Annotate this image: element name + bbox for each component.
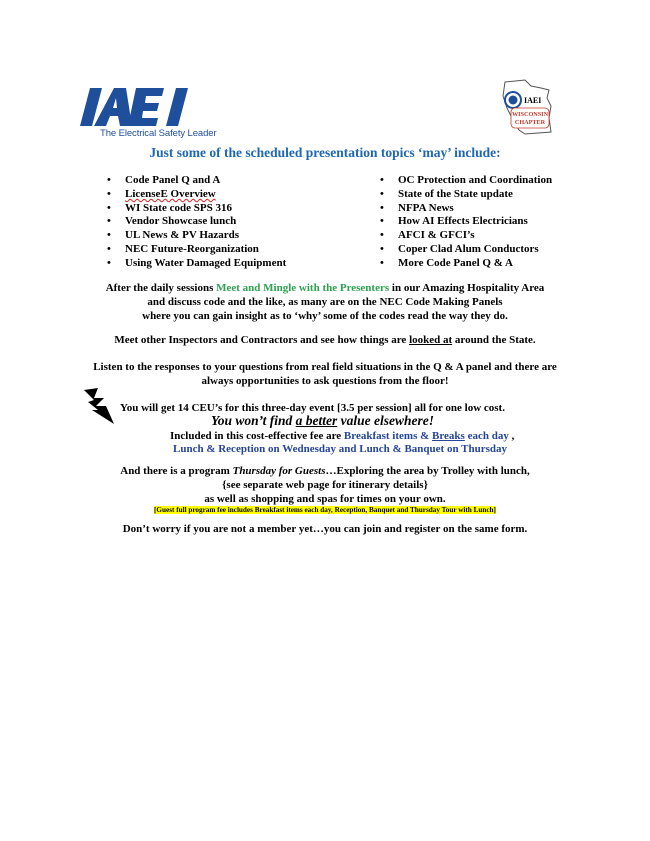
looked-at-link: looked at bbox=[409, 334, 453, 346]
lunch-reception-line: Lunch & Reception on Wednesday and Lunch & Banquet on Thursday bbox=[173, 443, 507, 455]
iaei-logo-mark bbox=[80, 86, 195, 128]
topics-heading: Just some of the scheduled presentation topics ‘may’ include: bbox=[149, 145, 501, 160]
topics-list-left bbox=[107, 174, 286, 271]
wisconsin-chapter-logo bbox=[495, 76, 559, 140]
included-line: Included in this cost-effective fee are Breakfast items & Breaks each day , bbox=[170, 430, 515, 442]
value-statement: You won’t find a better value elsewhere! bbox=[211, 413, 435, 428]
list-item: • How AI Effects Electricians bbox=[380, 215, 552, 229]
lightning-bolt-icon bbox=[84, 388, 114, 424]
mingle-highlight: Meet and Mingle with the Presenters bbox=[216, 282, 390, 294]
iaei-logo bbox=[80, 86, 217, 142]
list-item: • Using Water Damaged Equipment bbox=[107, 257, 286, 271]
list-item: • LicenseE Overview bbox=[107, 188, 286, 202]
list-item: • More Code Panel Q & A bbox=[380, 257, 552, 271]
meet-paragraph: Meet other Inspectors and Contractors and see how things are looked at around the State. bbox=[114, 334, 536, 346]
svg-text:WISCONSIN: WISCONSIN bbox=[511, 111, 549, 118]
guest-paragraph: And there is a program Thursday for Guests…Exploring the area by Trolley with lunch, {see separate web page for itinerary details} as well as shopping and spas for times on your own. bbox=[120, 465, 530, 505]
list-item: • UL News & PV Hazards bbox=[107, 229, 286, 243]
ceu-line: You will get 14 CEU’s for this three-day event [3.5 per session] all for one low cost. bbox=[120, 402, 505, 414]
badge-iaei-text: IAEI bbox=[524, 96, 542, 105]
listen-paragraph: Listen to the responses to your questions from real field situations in the Q & A panel and there are always opportunities to ask questions from the floor! bbox=[93, 361, 557, 387]
topics-list-right bbox=[380, 174, 552, 271]
mingle-paragraph: After the daily sessions Meet and Mingle with the Presenters in our Amazing Hospitality Area and discuss code and the like, as many are on the NEC Code Making Panels where you can gain insight as to ‘why’ some of the codes read the way they do. bbox=[105, 282, 545, 322]
list-item: • NEC Future-Reorganization bbox=[107, 243, 286, 257]
svg-text:CHAPTER: CHAPTER bbox=[514, 119, 546, 126]
footer-note: Don’t worry if you are not a member yet…you can join and register on the same form. bbox=[122, 523, 528, 535]
wisconsin-map-icon bbox=[495, 76, 559, 140]
list-item: • NFPA News bbox=[380, 202, 552, 216]
list-item: • Code Panel Q and A bbox=[107, 174, 286, 188]
list-item: • Coper Clad Alum Conductors bbox=[380, 243, 552, 257]
list-item: • State of the State update bbox=[380, 188, 552, 202]
guest-fee-note: [Guest full program fee includes Breakfast items each day, Reception, Banquet and Thursday Tour with Lunch] bbox=[154, 506, 496, 514]
list-item: • OC Protection and Coordination bbox=[380, 174, 552, 188]
list-item: • AFCI & GFCI’s bbox=[380, 229, 552, 243]
list-item: • WI State code SPS 316 bbox=[107, 202, 286, 216]
list-item: • Vendor Showcase lunch bbox=[107, 215, 286, 229]
logo-tagline: The Electrical Safety Leader bbox=[100, 128, 217, 139]
